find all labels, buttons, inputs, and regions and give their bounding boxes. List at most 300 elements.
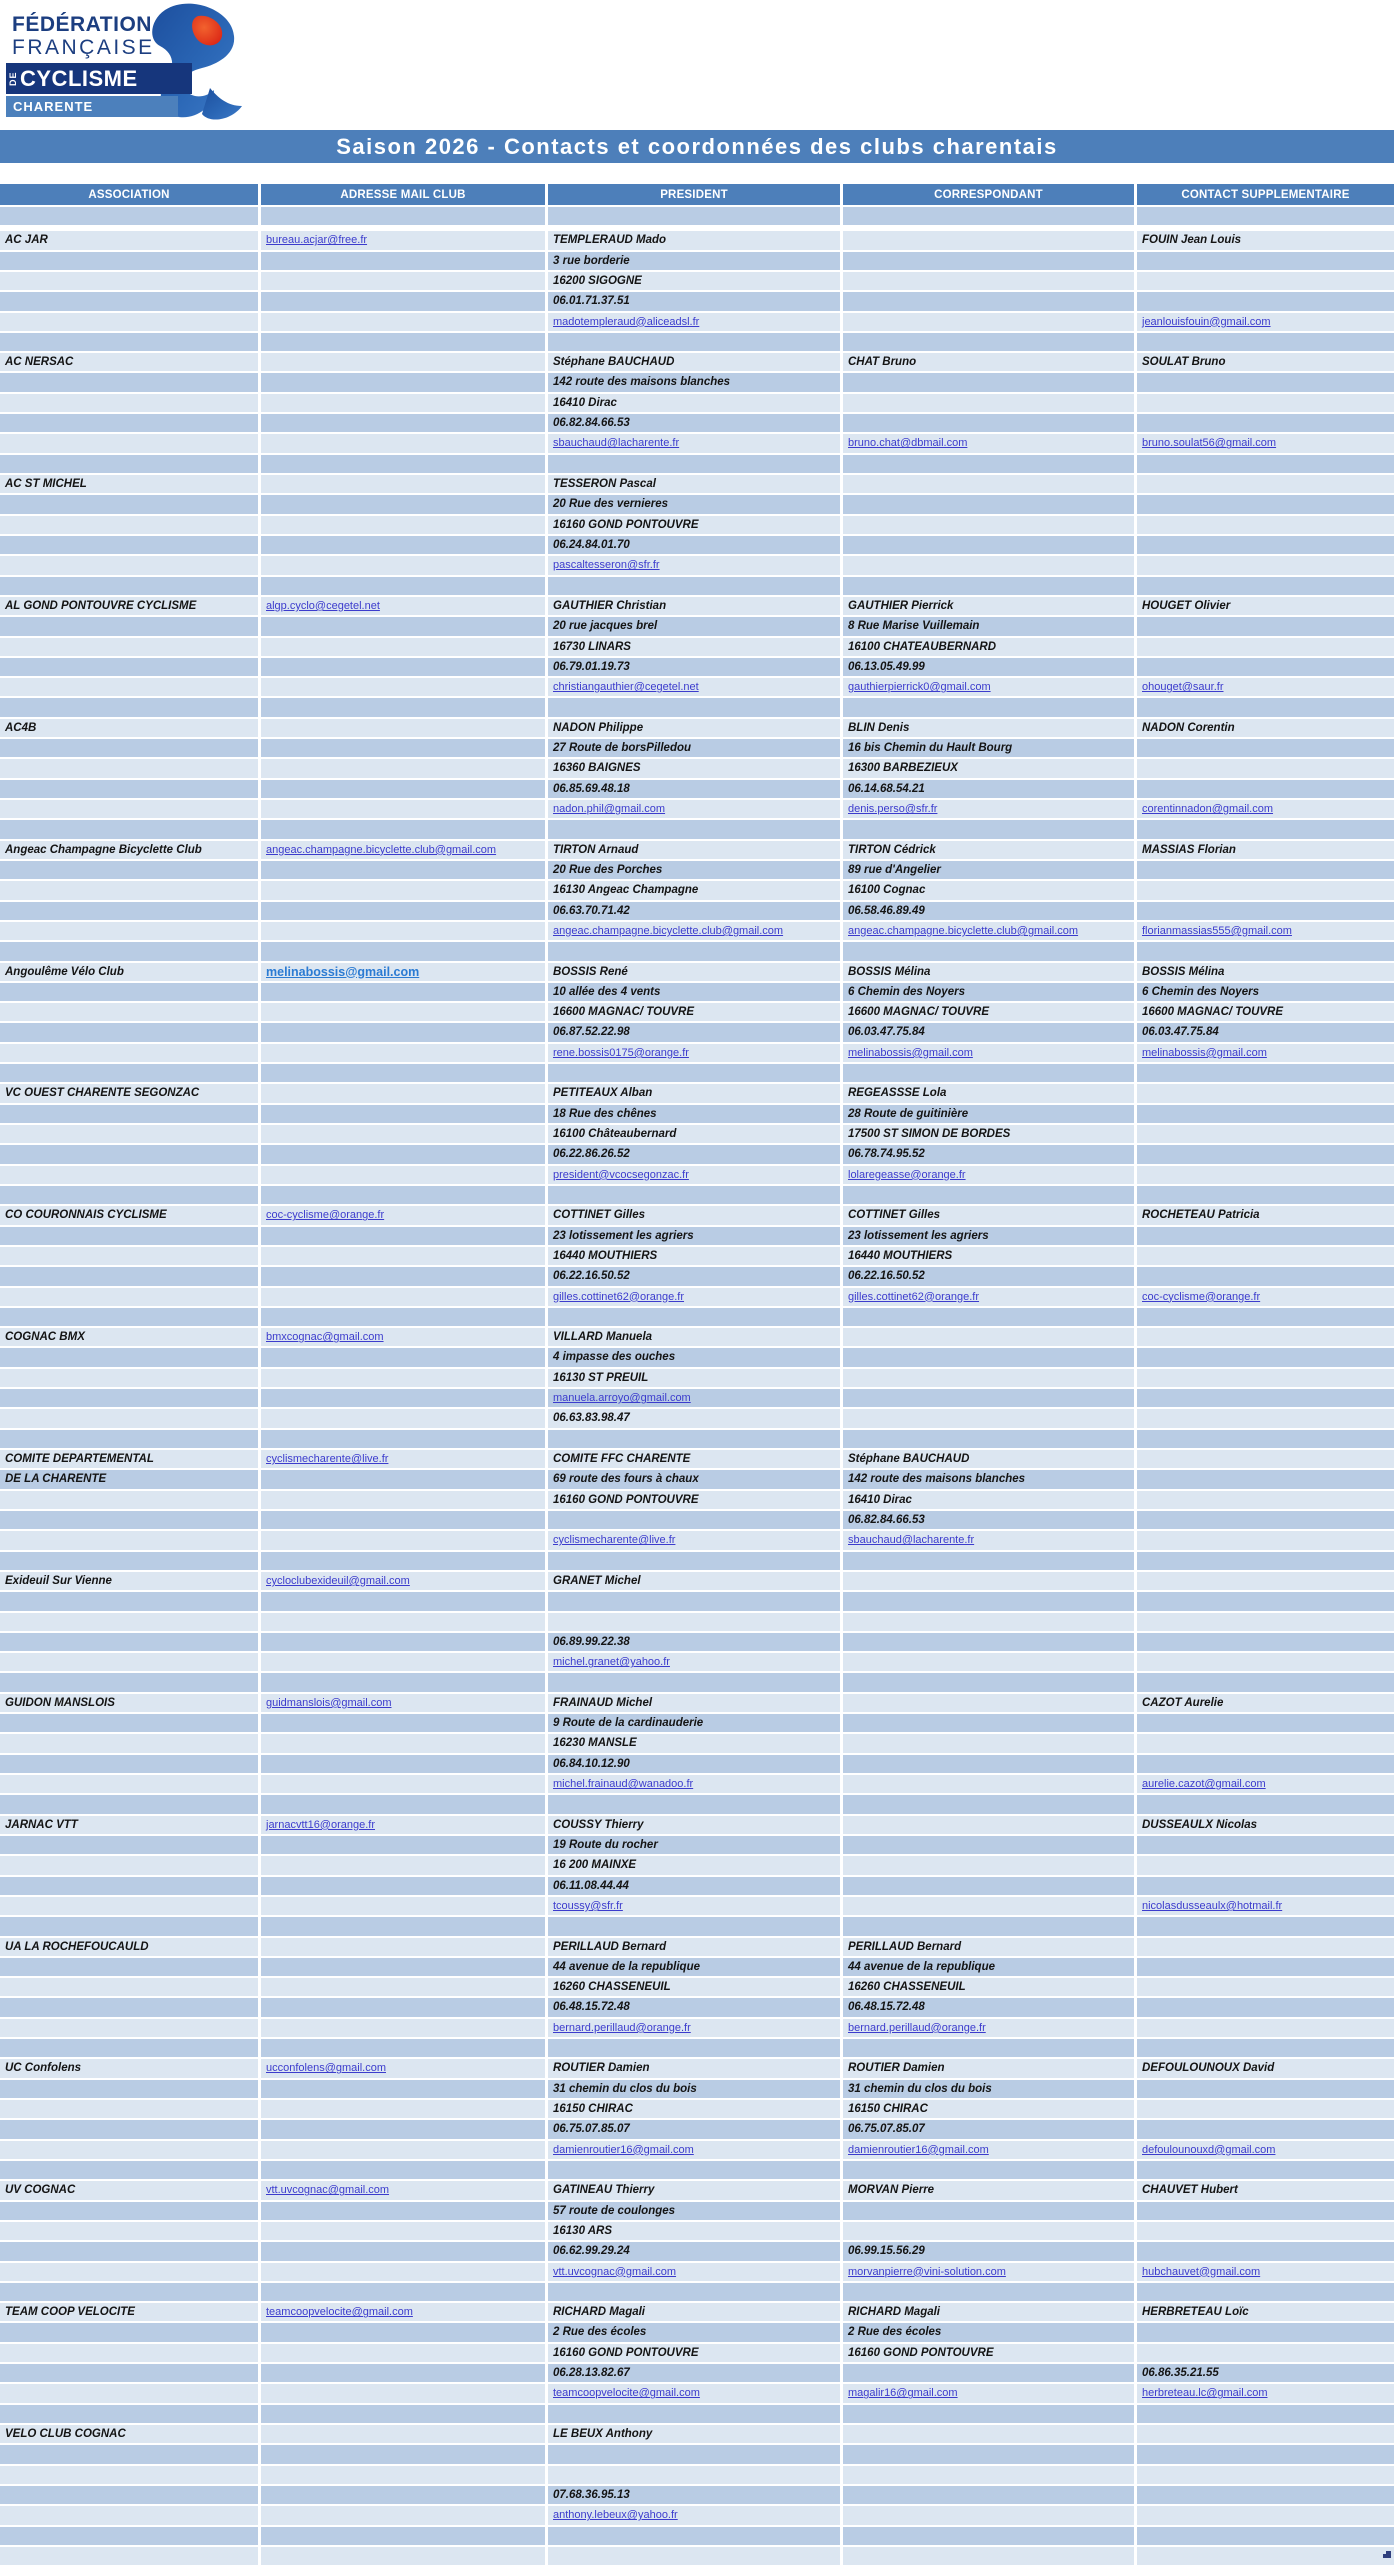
empty-cell	[1137, 516, 1394, 534]
empty-cell	[843, 292, 1134, 310]
empty-cell	[261, 1673, 545, 1691]
email-link[interactable]: jeanlouisfouin@gmail.com	[1137, 313, 1394, 331]
email-link[interactable]: lolaregeasse@orange.fr	[843, 1166, 1134, 1184]
table-row	[0, 2181, 1394, 2199]
table-row	[0, 841, 1394, 859]
empty-cell	[261, 698, 545, 716]
email-link[interactable]: corentinnadon@gmail.com	[1137, 800, 1394, 818]
empty-cell	[1137, 1714, 1394, 1732]
table-row	[0, 272, 1394, 290]
cell-text: 06.99.15.56.29	[843, 2242, 1134, 2260]
empty-cell	[261, 1653, 545, 1671]
cell-text: SOULAT Bruno	[1137, 353, 1394, 371]
empty-cell	[0, 1755, 258, 1773]
table-row	[0, 1877, 1394, 1895]
table-row	[0, 1369, 1394, 1387]
empty-cell	[0, 2222, 258, 2240]
email-link[interactable]: sbauchaud@lacharente.fr	[548, 434, 840, 452]
cell-text: 20 rue jacques brel	[548, 617, 840, 635]
table-row	[0, 800, 1394, 818]
email-link[interactable]: tcoussy@sfr.fr	[548, 1897, 840, 1915]
empty-cell	[1137, 2506, 1394, 2524]
empty-cell	[261, 394, 545, 412]
empty-cell	[1137, 1978, 1394, 1996]
empty-cell	[548, 577, 840, 595]
empty-cell	[548, 942, 840, 960]
cell-text: TIRTON Arnaud	[548, 841, 840, 859]
empty-cell	[261, 1430, 545, 1448]
email-link[interactable]: bruno.chat@dbmail.com	[843, 434, 1134, 452]
empty-cell	[1137, 373, 1394, 391]
empty-cell	[1137, 1409, 1394, 1427]
empty-cell	[1137, 1877, 1394, 1895]
cell-text: 16410 Dirac	[548, 394, 840, 412]
empty-cell	[1137, 2222, 1394, 2240]
email-link[interactable]: jarnacvtt16@orange.fr	[261, 1816, 545, 1834]
empty-cell	[0, 617, 258, 635]
cell-text: BLIN Denis	[843, 719, 1134, 737]
table-row	[0, 2263, 1394, 2281]
club-name: Exideuil Sur Vienne	[0, 1572, 258, 1590]
empty-cell	[843, 2547, 1134, 2565]
empty-cell	[1137, 475, 1394, 493]
empty-cell	[1137, 1552, 1394, 1570]
email-link[interactable]: sbauchaud@lacharente.fr	[843, 1531, 1134, 1549]
cell-text: GAUTHIER Christian	[548, 597, 840, 615]
empty-cell	[261, 2283, 545, 2301]
cell-text: TESSERON Pascal	[548, 475, 840, 493]
email-link[interactable]: pascaltesseron@sfr.fr	[548, 556, 840, 574]
cell-text: GATINEAU Thierry	[548, 2181, 840, 2199]
empty-cell	[0, 333, 258, 351]
empty-cell	[0, 1064, 258, 1082]
empty-cell	[0, 2242, 258, 2260]
cell-text: BOSSIS Mélina	[1137, 963, 1394, 981]
empty-cell	[843, 1795, 1134, 1813]
empty-cell	[1137, 2019, 1394, 2037]
table-row	[0, 638, 1394, 656]
email-link[interactable]: denis.perso@sfr.fr	[843, 800, 1134, 818]
logo-de-text: DE	[8, 70, 18, 86]
table-row	[0, 1145, 1394, 1163]
empty-cell	[0, 394, 258, 412]
empty-cell	[0, 1897, 258, 1915]
email-link[interactable]: manuela.arroyo@gmail.com	[548, 1389, 840, 1407]
email-link[interactable]: madotempleraud@aliceadsl.fr	[548, 313, 840, 331]
empty-cell	[261, 2242, 545, 2260]
table-row	[0, 861, 1394, 879]
empty-cell	[261, 1166, 545, 1184]
empty-cell	[548, 455, 840, 473]
table-row	[0, 1552, 1394, 1570]
empty-cell	[261, 1125, 545, 1143]
email-link[interactable]: melinabossis@gmail.com	[1137, 1044, 1394, 1062]
empty-cell	[843, 1186, 1134, 1204]
empty-cell	[843, 1328, 1134, 1346]
empty-cell	[0, 638, 258, 656]
empty-cell	[548, 2527, 840, 2545]
empty-cell	[261, 1592, 545, 1610]
empty-cell	[0, 2486, 258, 2504]
email-link[interactable]: hubchauvet@gmail.com	[1137, 2263, 1394, 2281]
email-link[interactable]: cycloclubexideuil@gmail.com	[261, 1572, 545, 1590]
empty-cell	[261, 1369, 545, 1387]
empty-cell	[548, 2039, 840, 2057]
table-row	[0, 2364, 1394, 2382]
empty-cell	[1137, 1348, 1394, 1366]
email-link[interactable]: bureau.acjar@free.fr	[261, 231, 545, 249]
empty-cell	[1137, 1247, 1394, 1265]
cell-text: 23 lotissement les agriers	[548, 1227, 840, 1245]
empty-cell	[843, 1389, 1134, 1407]
email-link[interactable]: teamcoopvelocite@gmail.com	[261, 2303, 545, 2321]
empty-cell	[843, 1836, 1134, 1854]
empty-cell	[261, 1308, 545, 1326]
empty-cell	[1137, 1613, 1394, 1631]
empty-cell	[1137, 780, 1394, 798]
empty-cell	[261, 1064, 545, 1082]
email-link[interactable]: defoulounouxd@gmail.com	[1137, 2141, 1394, 2159]
table-row	[0, 252, 1394, 270]
empty-cell	[261, 414, 545, 432]
empty-cell	[261, 333, 545, 351]
empty-cell	[843, 1592, 1134, 1610]
empty-cell	[261, 1877, 545, 1895]
empty-cell	[843, 1613, 1134, 1631]
table-header-row	[0, 184, 1394, 205]
empty-cell	[1137, 739, 1394, 757]
empty-cell	[261, 353, 545, 371]
email-link[interactable]: angeac.champagne.bicyclette.club@gmail.com	[548, 922, 840, 940]
table-row	[0, 820, 1394, 838]
cell-text: 16160 GOND PONTOUVRE	[843, 2344, 1134, 2362]
email-link[interactable]: vtt.uvcognac@gmail.com	[261, 2181, 545, 2199]
contacts-table	[0, 184, 1394, 2565]
email-link[interactable]: vtt.uvcognac@gmail.com	[548, 2263, 840, 2281]
empty-cell	[261, 1023, 545, 1041]
empty-cell	[1137, 2323, 1394, 2341]
table-row	[0, 2161, 1394, 2179]
club-name: AC ST MICHEL	[0, 475, 258, 493]
table-row	[0, 2466, 1394, 2484]
cell-text: TIRTON Cédrick	[843, 841, 1134, 859]
cell-text: 06.89.99.22.38	[548, 1633, 840, 1651]
club-name: COGNAC BMX	[0, 1328, 258, 1346]
empty-cell	[843, 1369, 1134, 1387]
empty-cell	[261, 1267, 545, 1285]
empty-cell	[261, 373, 545, 391]
empty-cell	[0, 207, 258, 225]
table-row	[0, 2222, 1394, 2240]
empty-cell	[0, 1247, 258, 1265]
email-link[interactable]: ucconfolens@gmail.com	[261, 2059, 545, 2077]
empty-cell	[843, 231, 1134, 249]
empty-cell	[1137, 861, 1394, 879]
empty-cell	[261, 1552, 545, 1570]
club-name: UV COGNAC	[0, 2181, 258, 2199]
empty-cell	[1137, 1836, 1394, 1854]
email-link[interactable]: florianmassias555@gmail.com	[1137, 922, 1394, 940]
column-header: ADRESSE MAIL CLUB	[261, 184, 545, 205]
email-link[interactable]: teamcoopvelocite@gmail.com	[548, 2384, 840, 2402]
empty-cell	[548, 698, 840, 716]
empty-cell	[548, 2547, 840, 2565]
email-link[interactable]: bernard.perillaud@orange.fr	[548, 2019, 840, 2037]
empty-cell	[261, 1998, 545, 2016]
cell-text: 06.48.15.72.48	[548, 1998, 840, 2016]
cell-text: GAUTHIER Pierrick	[843, 597, 1134, 615]
email-link[interactable]: angeac.champagne.bicyclette.club@gmail.com	[261, 841, 545, 859]
email-link[interactable]: rene.bossis0175@orange.fr	[548, 1044, 840, 1062]
cell-text: VILLARD Manuela	[548, 1328, 840, 1346]
empty-cell	[1137, 2527, 1394, 2545]
empty-cell	[0, 2263, 258, 2281]
empty-cell	[0, 516, 258, 534]
empty-cell	[261, 1227, 545, 1245]
cell-text: ROUTIER Damien	[843, 2059, 1134, 2077]
empty-cell	[1137, 556, 1394, 574]
email-link[interactable]: melinabossis@gmail.com	[261, 963, 545, 981]
table-row	[0, 1897, 1394, 1915]
email-link[interactable]: guidmanslois@gmail.com	[261, 1694, 545, 1712]
empty-cell	[843, 1572, 1134, 1590]
empty-cell	[0, 2364, 258, 2382]
empty-cell	[261, 759, 545, 777]
empty-cell	[0, 1653, 258, 1671]
empty-cell	[548, 2466, 840, 2484]
empty-cell	[843, 516, 1134, 534]
table-row	[0, 1998, 1394, 2016]
cell-text: 16130 ARS	[548, 2222, 840, 2240]
table-row	[0, 2323, 1394, 2341]
table-row	[0, 1714, 1394, 1732]
empty-cell	[261, 2039, 545, 2057]
empty-cell	[0, 2527, 258, 2545]
email-link[interactable]: gilles.cottinet62@orange.fr	[843, 1288, 1134, 1306]
logo-francaise-text: FRANÇAISE	[12, 36, 155, 59]
empty-cell	[261, 1755, 545, 1773]
email-link[interactable]: algp.cyclo@cegetel.net	[261, 597, 545, 615]
table-row	[0, 1917, 1394, 1935]
cell-text: 06.22.16.50.52	[843, 1267, 1134, 1285]
email-link[interactable]: nicolasdusseaulx@hotmail.fr	[1137, 1897, 1394, 1915]
empty-cell	[843, 2486, 1134, 2504]
table-row	[0, 2120, 1394, 2138]
empty-cell	[1137, 2405, 1394, 2423]
empty-cell	[0, 556, 258, 574]
email-link[interactable]: ohouget@saur.fr	[1137, 678, 1394, 696]
empty-cell	[843, 820, 1134, 838]
empty-cell	[1137, 1166, 1394, 1184]
table-row	[0, 2344, 1394, 2362]
email-link[interactable]: michel.frainaud@wanadoo.fr	[548, 1775, 840, 1793]
empty-cell	[261, 1389, 545, 1407]
empty-cell	[261, 475, 545, 493]
empty-cell	[0, 678, 258, 696]
cell-text: 44 avenue de la republique	[843, 1958, 1134, 1976]
email-link[interactable]: christiangauthier@cegetel.net	[548, 678, 840, 696]
empty-cell	[261, 1734, 545, 1752]
email-link[interactable]: gauthierpierrick0@gmail.com	[843, 678, 1134, 696]
email-link[interactable]: bernard.perillaud@orange.fr	[843, 2019, 1134, 2037]
empty-cell	[0, 2202, 258, 2220]
empty-cell	[261, 739, 545, 757]
email-link[interactable]: bmxcognac@gmail.com	[261, 1328, 545, 1346]
club-name: AL GOND PONTOUVRE CYCLISME	[0, 597, 258, 615]
empty-cell	[843, 942, 1134, 960]
empty-cell	[843, 1633, 1134, 1651]
cell-text: CAZOT Aurelie	[1137, 1694, 1394, 1712]
cell-text: 06.63.70.71.42	[548, 902, 840, 920]
empty-cell	[843, 1694, 1134, 1712]
email-link[interactable]: melinabossis@gmail.com	[843, 1044, 1134, 1062]
empty-cell	[261, 434, 545, 452]
empty-cell	[1137, 455, 1394, 473]
empty-cell	[1137, 2283, 1394, 2301]
cell-text: 06.28.13.82.67	[548, 2364, 840, 2382]
empty-cell	[261, 2547, 545, 2565]
empty-cell	[261, 252, 545, 270]
empty-cell	[0, 1491, 258, 1509]
cell-text: 06.14.68.54.21	[843, 780, 1134, 798]
empty-cell	[1137, 942, 1394, 960]
table-row	[0, 2425, 1394, 2443]
empty-cell	[548, 2445, 840, 2463]
empty-cell	[261, 2527, 545, 2545]
empty-cell	[0, 2120, 258, 2138]
email-link[interactable]: damienroutier16@gmail.com	[548, 2141, 840, 2159]
empty-cell	[843, 1877, 1134, 1895]
email-link[interactable]: herbreteau.lc@gmail.com	[1137, 2384, 1394, 2402]
cell-text: 16600 MAGNAC/ TOUVRE	[1137, 1003, 1394, 1021]
empty-cell	[548, 1186, 840, 1204]
empty-cell	[0, 1125, 258, 1143]
empty-cell	[1137, 1145, 1394, 1163]
empty-cell	[843, 252, 1134, 270]
empty-cell	[843, 536, 1134, 554]
empty-cell	[0, 2141, 258, 2159]
empty-cell	[261, 1003, 545, 1021]
empty-cell	[261, 1897, 545, 1915]
empty-cell	[0, 1714, 258, 1732]
email-link[interactable]: coc-cyclisme@orange.fr	[1137, 1288, 1394, 1306]
empty-cell	[0, 1633, 258, 1651]
cell-text: FOUIN Jean Louis	[1137, 231, 1394, 249]
table-row	[0, 1653, 1394, 1671]
cell-text: 06.75.07.85.07	[548, 2120, 840, 2138]
empty-cell	[1137, 1328, 1394, 1346]
empty-cell	[1137, 1572, 1394, 1590]
empty-cell	[1137, 1511, 1394, 1529]
empty-cell	[0, 1186, 258, 1204]
table-row	[0, 1978, 1394, 1996]
email-link[interactable]: president@vcocsegonzac.fr	[548, 1166, 840, 1184]
empty-cell	[261, 658, 545, 676]
cell-text: 16130 ST PREUIL	[548, 1369, 840, 1387]
empty-cell	[1137, 658, 1394, 676]
empty-cell	[1137, 2344, 1394, 2362]
cell-text: 4 impasse des ouches	[548, 1348, 840, 1366]
empty-cell	[261, 780, 545, 798]
empty-cell	[843, 577, 1134, 595]
email-link[interactable]: cyclismecharente@live.fr	[548, 1531, 840, 1549]
email-link[interactable]: angeac.champagne.bicyclette.club@gmail.com	[843, 922, 1134, 940]
empty-cell	[261, 1511, 545, 1529]
table-row	[0, 1958, 1394, 1976]
empty-cell	[1137, 1633, 1394, 1651]
empty-cell	[843, 2039, 1134, 2057]
empty-cell	[261, 1958, 545, 1976]
email-link[interactable]: gilles.cottinet62@orange.fr	[548, 1288, 840, 1306]
table-row	[0, 1836, 1394, 1854]
empty-cell	[261, 292, 545, 310]
table-row	[0, 2527, 1394, 2545]
empty-cell	[843, 373, 1134, 391]
cell-text: 16600 MAGNAC/ TOUVRE	[843, 1003, 1134, 1021]
email-link[interactable]: morvanpierre@vini-solution.com	[843, 2263, 1134, 2281]
empty-cell	[0, 983, 258, 1001]
ffc-charente-logo	[6, 4, 258, 130]
cell-text: 16 bis Chemin du Hault Bourg	[843, 739, 1134, 757]
table-row	[0, 2506, 1394, 2524]
empty-cell	[843, 394, 1134, 412]
empty-cell	[0, 1775, 258, 1793]
empty-cell	[261, 2323, 545, 2341]
club-name: Angoulême Vélo Club	[0, 963, 258, 981]
email-link[interactable]: coc-cyclisme@orange.fr	[261, 1206, 545, 1224]
empty-cell	[1137, 2100, 1394, 2118]
cell-text: COTTINET Gilles	[548, 1206, 840, 1224]
table-row	[0, 902, 1394, 920]
empty-cell	[261, 1531, 545, 1549]
club-name: VC OUEST CHARENTE SEGONZAC	[0, 1084, 258, 1102]
cell-text: 9 Route de la cardinauderie	[548, 1714, 840, 1732]
table-row	[0, 1288, 1394, 1306]
table-row	[0, 1633, 1394, 1651]
empty-cell	[1137, 1430, 1394, 1448]
cell-text: 31 chemin du clos du bois	[548, 2080, 840, 2098]
cell-text: PETITEAUX Alban	[548, 1084, 840, 1102]
email-link[interactable]: anthony.lebeux@yahoo.fr	[548, 2506, 840, 2524]
cell-text: MASSIAS Florian	[1137, 841, 1394, 859]
empty-cell	[261, 2100, 545, 2118]
empty-cell	[0, 2323, 258, 2341]
table-row	[0, 2039, 1394, 2057]
email-link[interactable]: nadon.phil@gmail.com	[548, 800, 840, 818]
empty-cell	[261, 2080, 545, 2098]
cell-text: 16100 Châteaubernard	[548, 1125, 840, 1143]
empty-cell	[0, 1044, 258, 1062]
cell-text: REGEASSSE Lola	[843, 1084, 1134, 1102]
empty-cell	[843, 1775, 1134, 1793]
empty-cell	[0, 272, 258, 290]
empty-cell	[843, 1755, 1134, 1773]
empty-cell	[1137, 1917, 1394, 1935]
email-link[interactable]: damienroutier16@gmail.com	[843, 2141, 1134, 2159]
table-row	[0, 495, 1394, 513]
cell-text: HERBRETEAU Loïc	[1137, 2303, 1394, 2321]
cell-text: 16160 GOND PONTOUVRE	[548, 2344, 840, 2362]
empty-cell	[0, 1308, 258, 1326]
email-link[interactable]: cyclismecharente@live.fr	[261, 1450, 545, 1468]
cell-text: RICHARD Magali	[843, 2303, 1134, 2321]
table-row	[0, 1308, 1394, 1326]
cell-text: 07.68.36.95.13	[548, 2486, 840, 2504]
email-link[interactable]: magalir16@gmail.com	[843, 2384, 1134, 2402]
email-link[interactable]: aurelie.cazot@gmail.com	[1137, 1775, 1394, 1793]
email-link[interactable]: bruno.soulat56@gmail.com	[1137, 434, 1394, 452]
email-link[interactable]: michel.granet@yahoo.fr	[548, 1653, 840, 1671]
